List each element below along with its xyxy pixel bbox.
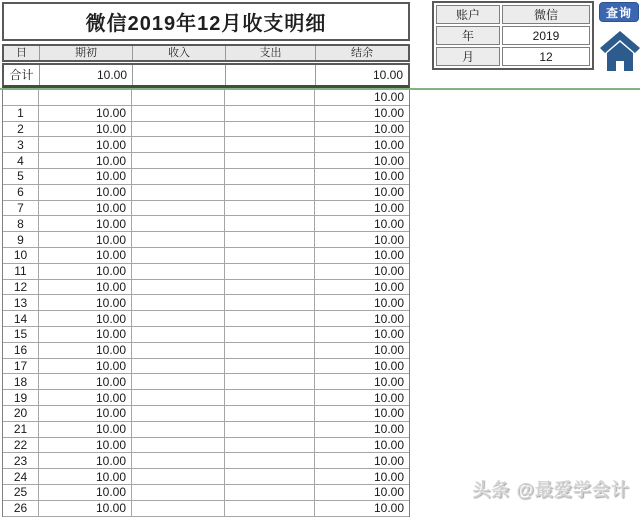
- panel-label: 账户: [436, 5, 500, 24]
- value-cell[interactable]: [132, 311, 225, 326]
- value-cell[interactable]: [132, 153, 225, 168]
- value-cell[interactable]: [132, 90, 225, 105]
- panel-label: 月: [436, 47, 500, 66]
- value-cell[interactable]: [132, 137, 225, 152]
- table-row: [3, 248, 409, 264]
- value-cell[interactable]: 10.00: [39, 501, 132, 516]
- value-cell[interactable]: [132, 185, 225, 200]
- value-cell[interactable]: 10.00: [373, 295, 404, 310]
- panel-row: [436, 26, 590, 45]
- value-cell[interactable]: [225, 153, 315, 168]
- value-cell[interactable]: [225, 422, 315, 437]
- table-row: [3, 422, 409, 438]
- column-header: 收入: [133, 46, 226, 60]
- value-cell[interactable]: [132, 169, 225, 184]
- table-row: [3, 359, 409, 375]
- value-cell[interactable]: [225, 122, 315, 137]
- value-cell[interactable]: 10.00: [373, 501, 404, 516]
- day-cell[interactable]: 21: [3, 422, 39, 437]
- day-cell[interactable]: 14: [3, 311, 39, 326]
- value-cell[interactable]: 10.00: [373, 485, 404, 500]
- day-cell[interactable]: 13: [3, 295, 39, 310]
- panel-value[interactable]: 2019: [502, 26, 590, 45]
- day-cell[interactable]: 20: [3, 406, 39, 421]
- value-cell[interactable]: [225, 169, 315, 184]
- day-cell[interactable]: 9: [3, 232, 39, 247]
- value-cell[interactable]: [225, 185, 315, 200]
- sheet-title: 微信2019年12月收支明细: [2, 2, 410, 41]
- day-cell[interactable]: 11: [3, 264, 39, 279]
- value-cell[interactable]: 10.00: [39, 453, 132, 468]
- value-cell[interactable]: 10.00: [39, 438, 132, 453]
- value-cell[interactable]: 10.00: [373, 248, 404, 263]
- value-cell[interactable]: [225, 248, 315, 263]
- value-cell[interactable]: 10.00: [39, 106, 132, 121]
- value-cell[interactable]: [225, 390, 315, 405]
- value-cell[interactable]: 10.00: [373, 327, 404, 342]
- table-row: [3, 374, 409, 390]
- table-body: [2, 90, 410, 517]
- value-cell[interactable]: [225, 469, 315, 484]
- value-cell[interactable]: [225, 311, 315, 326]
- value-cell[interactable]: [225, 264, 315, 279]
- totals-row: [2, 63, 410, 88]
- value-cell[interactable]: 10.00: [39, 327, 132, 342]
- day-cell[interactable]: 4: [3, 153, 39, 168]
- day-cell[interactable]: 5: [3, 169, 39, 184]
- value-cell[interactable]: 10.00: [373, 358, 404, 373]
- value-cell[interactable]: [132, 327, 225, 342]
- value-cell[interactable]: 10.00: [373, 311, 404, 326]
- value-cell[interactable]: 10.00: [39, 390, 132, 405]
- value-cell[interactable]: 10.00: [373, 137, 404, 152]
- value-cell[interactable]: [132, 438, 225, 453]
- day-cell[interactable]: 6: [3, 185, 39, 200]
- table-row: [3, 295, 409, 311]
- value-cell[interactable]: [132, 501, 225, 516]
- value-cell[interactable]: 10.00: [373, 216, 404, 231]
- opening-balance-row: [3, 90, 409, 106]
- value-cell[interactable]: [225, 453, 315, 468]
- column-header: 结余: [351, 46, 373, 59]
- value-cell[interactable]: [132, 201, 225, 216]
- value-cell[interactable]: 10.00: [39, 122, 132, 137]
- value-cell[interactable]: [225, 343, 315, 358]
- table-row: [3, 201, 409, 217]
- value-cell[interactable]: 10.00: [373, 90, 404, 105]
- value-cell[interactable]: [225, 201, 315, 216]
- value-cell[interactable]: 10.00: [39, 201, 132, 216]
- value-cell[interactable]: 10.00: [39, 153, 132, 168]
- value-cell[interactable]: [225, 485, 315, 500]
- value-cell[interactable]: [225, 232, 315, 247]
- value-cell[interactable]: [132, 359, 225, 374]
- totals-cell: 合计: [4, 65, 40, 85]
- table-row: [3, 280, 409, 296]
- table-row: [3, 122, 409, 138]
- value-cell[interactable]: 10.00: [373, 390, 404, 405]
- value-cell[interactable]: 10.00: [39, 264, 132, 279]
- value-cell[interactable]: [225, 216, 315, 231]
- totals-cell: [226, 65, 316, 85]
- value-cell[interactable]: [132, 280, 225, 295]
- value-cell[interactable]: 10.00: [39, 248, 132, 263]
- table-row: [3, 216, 409, 232]
- value-cell[interactable]: [132, 232, 225, 247]
- value-cell[interactable]: [132, 248, 225, 263]
- totals-cell: 10.00: [372, 68, 403, 82]
- table-row: [3, 343, 409, 359]
- value-cell[interactable]: [132, 390, 225, 405]
- day-cell[interactable]: 10: [3, 248, 39, 263]
- panel-label: 年: [436, 26, 500, 45]
- table-row: [3, 264, 409, 280]
- day-cell[interactable]: 8: [3, 216, 39, 231]
- value-cell[interactable]: 10.00: [373, 200, 404, 215]
- value-cell[interactable]: 10.00: [373, 185, 404, 200]
- home-icon[interactable]: [600, 31, 640, 73]
- value-cell[interactable]: 10.00: [39, 216, 132, 231]
- value-cell[interactable]: 10.00: [373, 374, 404, 389]
- table-row: [3, 406, 409, 422]
- value-cell[interactable]: 10.00: [39, 185, 132, 200]
- value-cell[interactable]: [225, 327, 315, 342]
- table-row: [3, 327, 409, 343]
- day-cell[interactable]: 12: [3, 280, 39, 295]
- panel-row: [436, 47, 590, 66]
- day-cell[interactable]: 3: [3, 137, 39, 152]
- day-cell[interactable]: 17: [3, 359, 39, 374]
- day-cell[interactable]: 1: [3, 106, 39, 121]
- value-cell[interactable]: 10.00: [39, 422, 132, 437]
- value-cell[interactable]: [39, 90, 132, 105]
- day-cell[interactable]: 19: [3, 390, 39, 405]
- table-row: [3, 185, 409, 201]
- value-cell[interactable]: 10.00: [39, 280, 132, 295]
- value-cell[interactable]: 10.00: [373, 232, 404, 247]
- day-cell[interactable]: 18: [3, 374, 39, 389]
- panel-value[interactable]: 12: [502, 47, 590, 66]
- table-row: [3, 232, 409, 248]
- day-cell[interactable]: 2: [3, 122, 39, 137]
- value-cell[interactable]: 10.00: [373, 153, 404, 168]
- column-header: 日: [4, 46, 40, 60]
- day-cell[interactable]: 25: [3, 485, 39, 500]
- value-cell[interactable]: [225, 374, 315, 389]
- value-cell[interactable]: 10.00: [373, 343, 404, 358]
- value-cell[interactable]: [132, 406, 225, 421]
- table-row: [3, 501, 409, 517]
- panel-row: [436, 5, 590, 24]
- table-row: [3, 169, 409, 185]
- value-cell[interactable]: [132, 216, 225, 231]
- value-cell[interactable]: 10.00: [373, 106, 404, 121]
- table-row: [3, 469, 409, 485]
- value-cell[interactable]: [225, 137, 315, 152]
- table-row: [3, 453, 409, 469]
- table-row: [3, 390, 409, 406]
- value-cell[interactable]: 10.00: [39, 469, 132, 484]
- value-cell[interactable]: [225, 359, 315, 374]
- day-cell[interactable]: 24: [3, 469, 39, 484]
- query-panel: [432, 1, 594, 70]
- value-cell[interactable]: 10.00: [39, 406, 132, 421]
- value-cell[interactable]: [132, 485, 225, 500]
- table-header: [2, 44, 410, 62]
- value-cell[interactable]: 10.00: [39, 311, 132, 326]
- value-cell[interactable]: [225, 406, 315, 421]
- value-cell[interactable]: 10.00: [373, 453, 404, 468]
- value-cell[interactable]: 10.00: [373, 121, 404, 136]
- column-header: 期初: [40, 46, 133, 60]
- value-cell[interactable]: [225, 295, 315, 310]
- table-row: [3, 438, 409, 454]
- value-cell[interactable]: [132, 453, 225, 468]
- value-cell[interactable]: 10.00: [373, 437, 404, 452]
- day-cell[interactable]: 26: [3, 501, 39, 516]
- value-cell[interactable]: [132, 122, 225, 137]
- table-row: [3, 137, 409, 153]
- panel-value[interactable]: 微信: [502, 5, 590, 24]
- day-cell[interactable]: [3, 90, 39, 105]
- value-cell[interactable]: 10.00: [39, 169, 132, 184]
- day-cell[interactable]: 7: [3, 201, 39, 216]
- value-cell[interactable]: [132, 295, 225, 310]
- day-cell[interactable]: 23: [3, 453, 39, 468]
- query-button[interactable]: 查询: [599, 2, 639, 22]
- value-cell[interactable]: [225, 106, 315, 121]
- value-cell[interactable]: 10.00: [373, 279, 404, 294]
- value-cell[interactable]: 10.00: [39, 374, 132, 389]
- value-cell[interactable]: [132, 374, 225, 389]
- value-cell[interactable]: 10.00: [39, 137, 132, 152]
- value-cell[interactable]: 10.00: [39, 232, 132, 247]
- value-cell[interactable]: 10.00: [373, 469, 404, 484]
- value-cell[interactable]: 10.00: [373, 264, 404, 279]
- pane-divider-line: [0, 88, 640, 90]
- value-cell[interactable]: 10.00: [373, 169, 404, 184]
- table-row: [3, 153, 409, 169]
- value-cell[interactable]: 10.00: [39, 485, 132, 500]
- value-cell[interactable]: [225, 501, 315, 516]
- column-header: 支出: [226, 46, 316, 60]
- day-cell[interactable]: 22: [3, 438, 39, 453]
- value-cell[interactable]: 10.00: [373, 406, 404, 421]
- value-cell[interactable]: [132, 343, 225, 358]
- value-cell[interactable]: [225, 438, 315, 453]
- table-row: [3, 311, 409, 327]
- value-cell[interactable]: [132, 422, 225, 437]
- totals-cell: [133, 65, 226, 85]
- value-cell[interactable]: [132, 264, 225, 279]
- table-row: [3, 485, 409, 501]
- value-cell[interactable]: [132, 469, 225, 484]
- day-cell[interactable]: 16: [3, 343, 39, 358]
- value-cell[interactable]: 10.00: [39, 343, 132, 358]
- value-cell[interactable]: [225, 280, 315, 295]
- value-cell[interactable]: 10.00: [39, 359, 132, 374]
- value-cell[interactable]: 10.00: [373, 422, 404, 437]
- table-row: [3, 106, 409, 122]
- value-cell[interactable]: 10.00: [39, 295, 132, 310]
- totals-cell: 10.00: [40, 65, 133, 85]
- value-cell[interactable]: [132, 106, 225, 121]
- value-cell[interactable]: [225, 90, 315, 105]
- watermark: 头条 @最爱学会计: [472, 480, 630, 500]
- day-cell[interactable]: 15: [3, 327, 39, 342]
- expense-detail-table: [2, 2, 410, 517]
